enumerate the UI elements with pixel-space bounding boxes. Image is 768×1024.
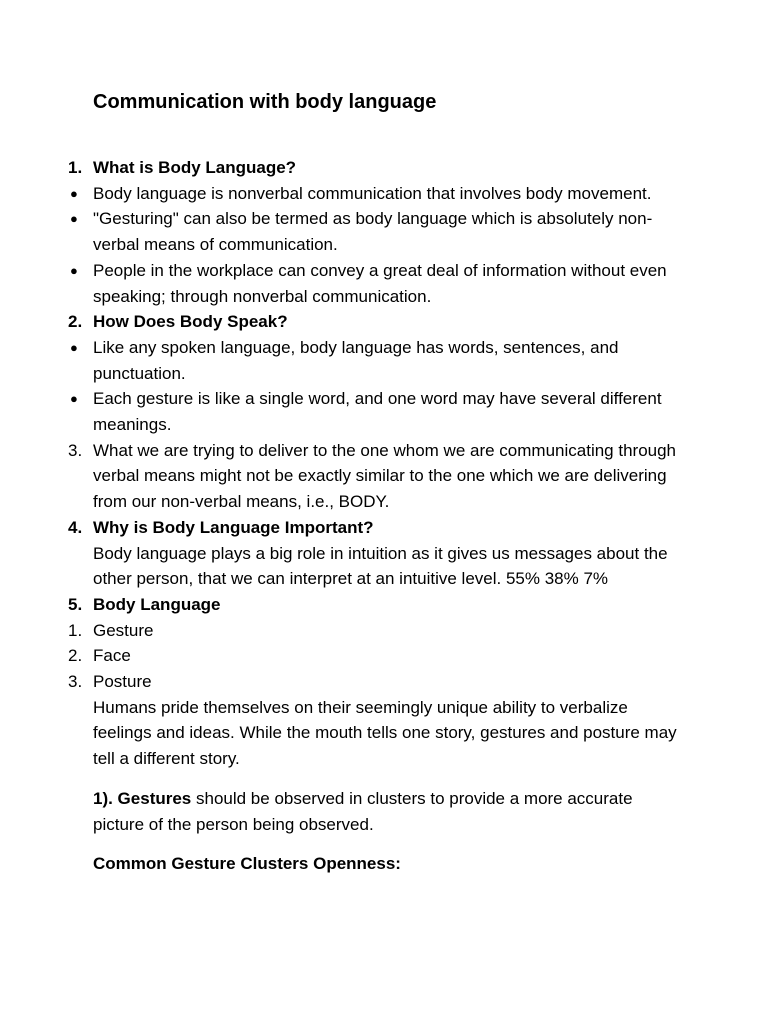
section-paragraph: Body language plays a big role in intuition as it gives us messages about the other person, that we can interpret at an intuitive level. 55% 38% 7%	[93, 543, 668, 589]
document-body	[0, 155, 768, 877]
list-item	[0, 335, 683, 386]
section-number: 5.	[68, 594, 83, 614]
section-number: 2.	[68, 312, 83, 332]
list-item-text: "Gesturing" can also be termed as body language which is absolutely non-verbal means of communication.	[93, 209, 653, 255]
section-item-verbal-vs-nonverbal	[0, 438, 683, 515]
list-item-text: Body language is nonverbal communication that involves body movement.	[93, 183, 652, 203]
list-item-number: 2.	[68, 646, 83, 666]
list-item-number: 3.	[68, 672, 83, 692]
list-item-text: Each gesture is like a single word, and one word may have several different meanings.	[93, 389, 662, 435]
gestures-text: should be observed in clusters to provide a more accurate picture of the person being observed.	[93, 788, 633, 834]
list-item	[0, 206, 683, 257]
section-paragraph: Humans pride themselves on their seemingly unique ability to verbalize feelings and ideas. While the mouth tells one story, gestures and posture may tell a different story.	[93, 697, 677, 769]
list-item-text: Like any spoken language, body language has words, sentences, and punctuation.	[93, 337, 619, 383]
bullet-icon: ●	[70, 211, 78, 227]
section-heading-text: Body Language	[93, 594, 221, 614]
section-heading-text: Why is Body Language Important?	[93, 517, 374, 537]
gestures-lead: 1). Gestures	[93, 788, 192, 808]
section-heading-how-does-body-speak	[0, 309, 683, 335]
clusters-heading: Common Gesture Clusters Openness:	[93, 854, 401, 874]
section-number: 3.	[68, 440, 83, 460]
section-text: What we are trying to deliver to the one whom we are communicating through verbal means might not be exactly similar to the one which we are delivering from our non-verbal means, i.e., BODY.	[93, 440, 677, 512]
list-item-number: 1.	[68, 620, 83, 640]
spacer	[0, 837, 768, 851]
list-item-text: People in the workplace can convey a great deal of information without even speaking; through nonverbal communication.	[93, 260, 667, 306]
bullet-icon: ●	[70, 391, 78, 407]
list-item	[0, 669, 683, 695]
spacer	[0, 772, 768, 786]
bullet-icon: ●	[70, 185, 78, 201]
section-number: 1.	[68, 158, 83, 177]
list-item	[0, 386, 683, 437]
document-title: Communication with body language	[93, 91, 437, 113]
section-heading-what-is-body-language	[0, 155, 683, 181]
section-heading-text: How Does Body Speak?	[93, 312, 288, 332]
list-item	[0, 643, 683, 669]
list-item	[0, 618, 683, 644]
bullet-icon: ●	[70, 262, 78, 278]
section-heading-body-language	[0, 592, 683, 618]
list-item	[0, 181, 683, 207]
bullet-icon: ●	[70, 339, 78, 355]
list-item	[0, 258, 683, 309]
section-number: 4.	[68, 517, 83, 537]
list-item-text: Face	[93, 646, 131, 666]
gestures-paragraph	[0, 786, 683, 837]
list-item-text: Posture	[93, 672, 152, 692]
list-item-text: Gesture	[93, 620, 154, 640]
section-heading-text: What is Body Language?	[93, 158, 297, 177]
section-heading-why-important	[0, 515, 683, 541]
